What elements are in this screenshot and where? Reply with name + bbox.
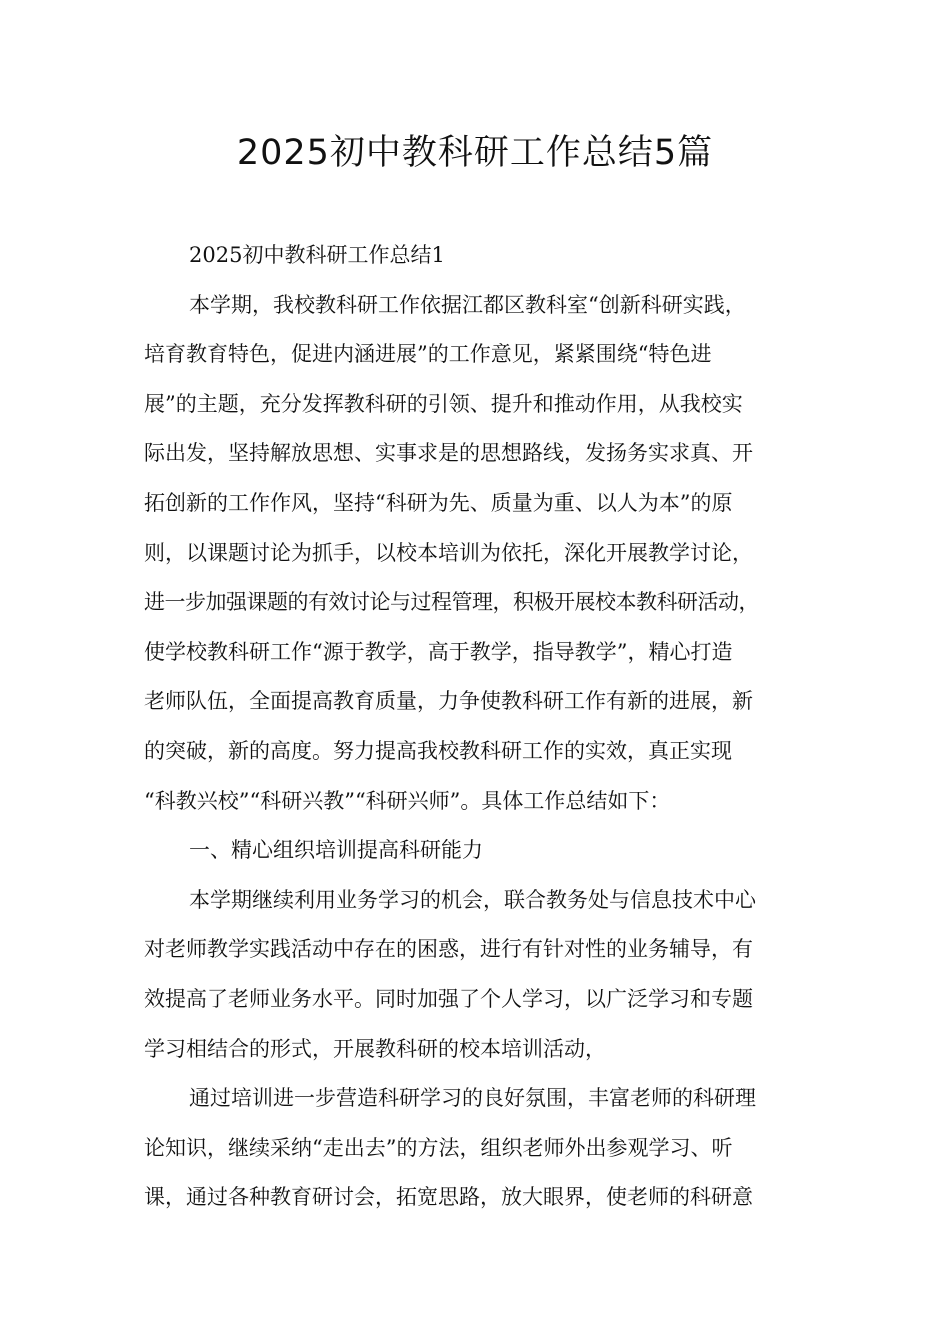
paragraph-line: 老师队伍，全面提高教育质量，力争使教科研工作有新的进展，新 bbox=[144, 689, 753, 714]
document-title: 2025初中教科研工作总结5篇 bbox=[236, 133, 714, 173]
paragraph-line: 通过培训进一步营造科研学习的良好氛围，丰富老师的科研理 bbox=[189, 1086, 756, 1111]
paragraph-line: 际出发，坚持解放思想、实事求是的思想路线，发扬务实求真、开 bbox=[144, 441, 753, 466]
paragraph-line: 效提高了老师业务水平。同时加强了个人学习，以广泛学习和专题 bbox=[144, 986, 753, 1011]
paragraph-line: 使学校教科研工作“源于教学，高于教学，指导教学”，精心打造 bbox=[144, 639, 733, 664]
section-heading: 2025初中教科研工作总结1 bbox=[189, 243, 445, 267]
paragraph-line: 本学期，我校教科研工作依据江都区教科室“创新科研实践， bbox=[189, 292, 746, 317]
paragraph-line: 本学期继续利用业务学习的机会，联合教务处与信息技术中心 bbox=[189, 887, 756, 912]
paragraph-line: “科教兴校”“科研兴教”“科研兴师”。具体工作总结如下： bbox=[144, 788, 671, 813]
paragraph-line: 则，以课题讨论为抓手，以校本培训为依托，深化开展教学讨论， bbox=[144, 540, 753, 565]
paragraph-line: 的突破，新的高度。努力提高我校教科研工作的实效，真正实现 bbox=[144, 738, 732, 763]
paragraph-line: 进一步加强课题的有效讨论与过程管理，积极开展校本教科研活动， bbox=[144, 590, 759, 615]
paragraph-line: 展”的主题，充分发挥教科研的引领、提升和推动作用，从我校实 bbox=[144, 391, 743, 416]
paragraph-line: 拓创新的工作作风，坚持“科研为先、质量为重、以人为本”的原 bbox=[144, 490, 733, 515]
paragraph-line: 培育教育特色，促进内涵进展”的工作意见，紧紧围绕“特色进 bbox=[144, 342, 712, 367]
section-heading: 一、精心组织培训提高科研能力 bbox=[189, 838, 483, 863]
document-body bbox=[144, 231, 824, 1223]
paragraph-line: 对老师教学实践活动中存在的困惑，进行有针对性的业务辅导，有 bbox=[144, 937, 753, 962]
paragraph-line: 论知识，继续采纳“走出去”的方法，组织老师外出参观学习、听 bbox=[144, 1135, 733, 1160]
paragraph-line: 课，通过各种教育研讨会，拓宽思路，放大眼界，使老师的科研意 bbox=[144, 1185, 753, 1210]
paragraph-line: 学习相结合的形式，开展教科研的校本培训活动， bbox=[144, 1036, 606, 1061]
